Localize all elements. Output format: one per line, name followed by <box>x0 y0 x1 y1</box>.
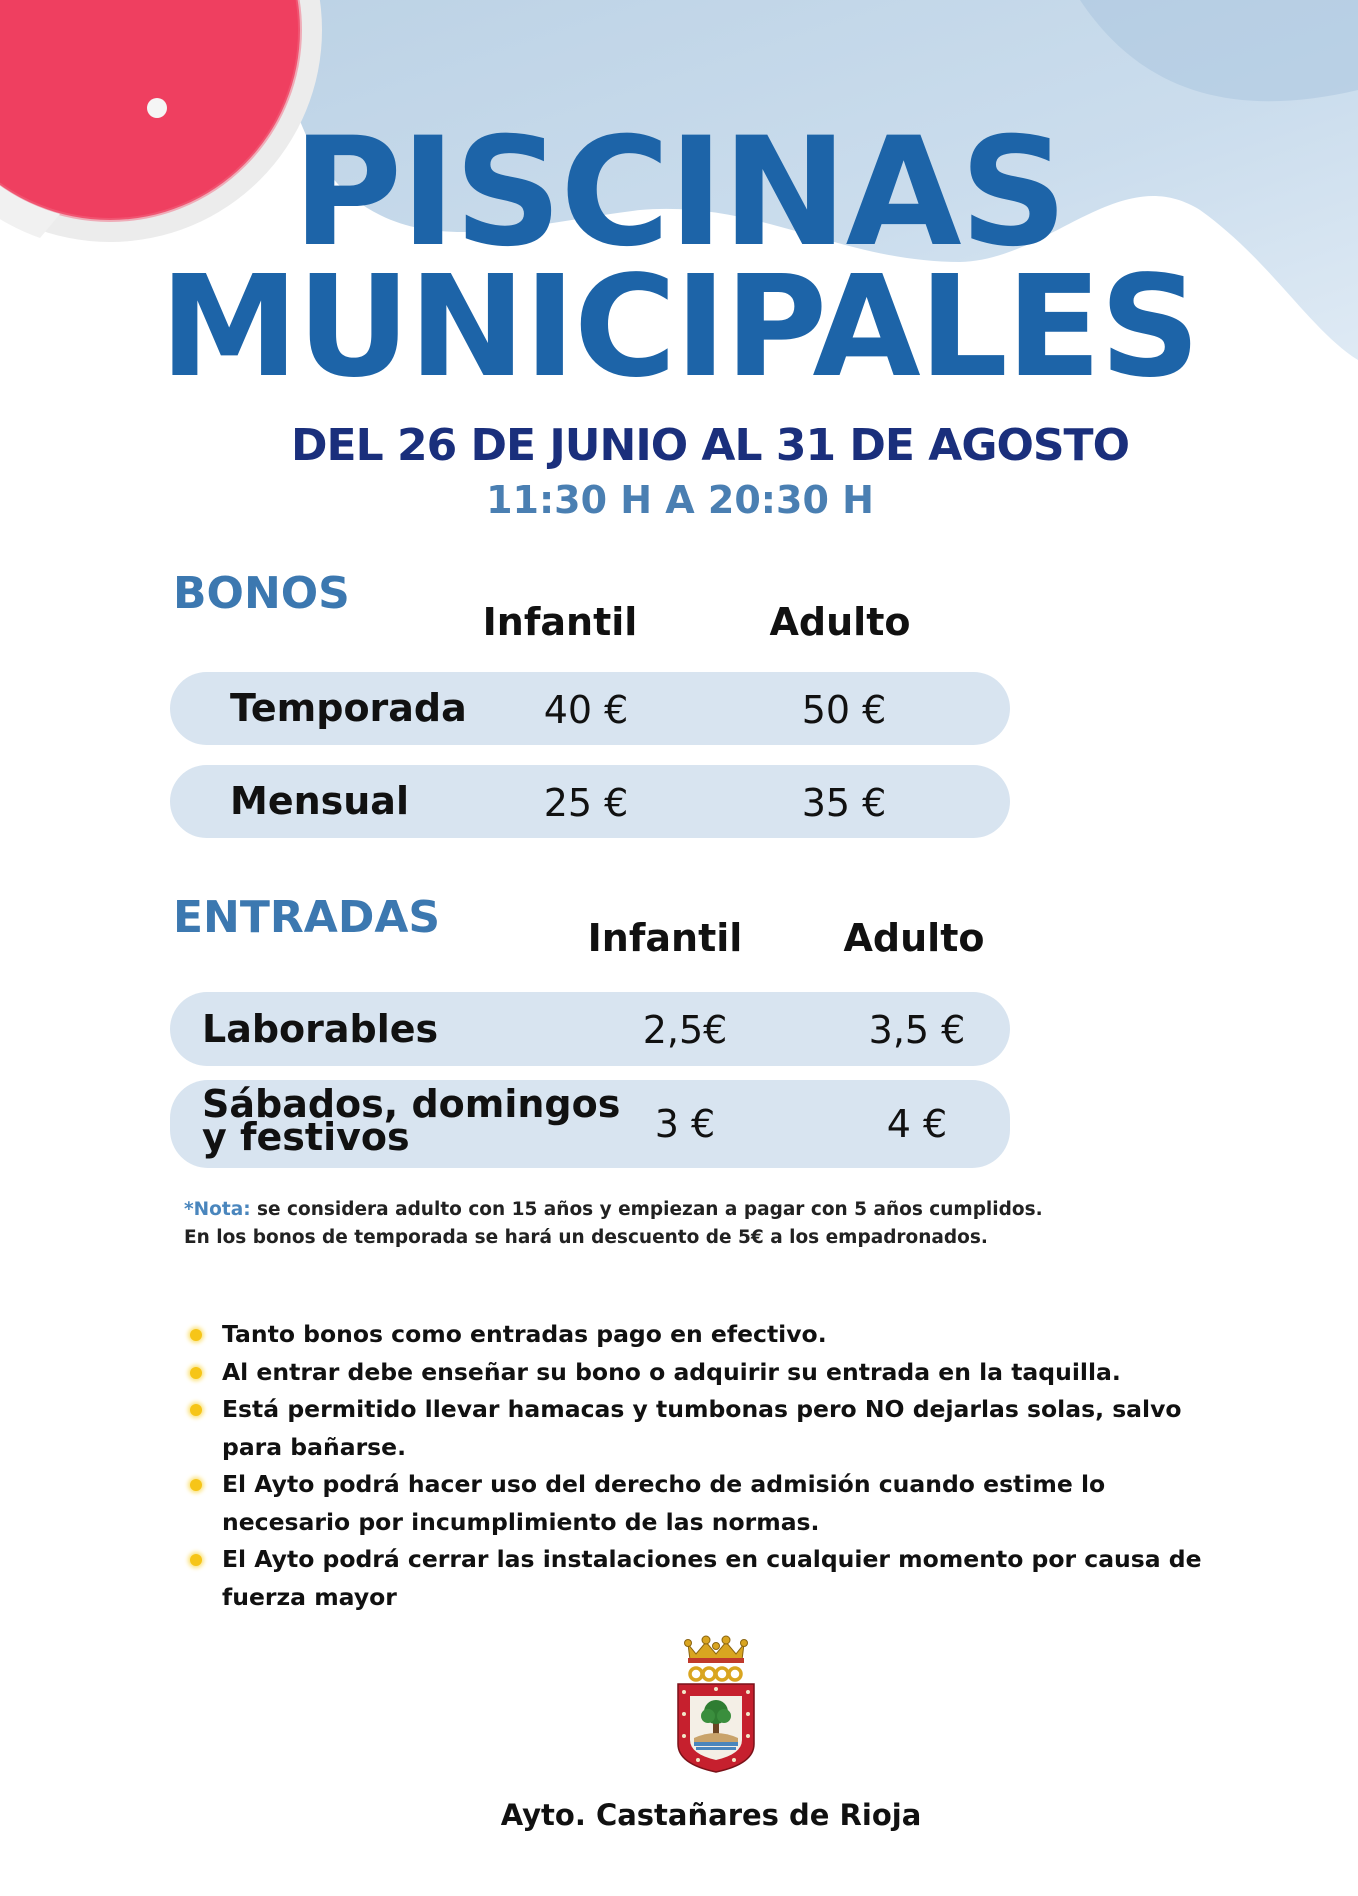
row-label: Laborables <box>202 1007 439 1051</box>
row-label: Mensual <box>230 779 409 823</box>
price-adulto: 50 € <box>801 688 887 732</box>
price-adulto: 3,5 € <box>868 1008 966 1052</box>
list-item <box>190 1316 1220 1354</box>
bonos-col-adulto: Adulto <box>769 600 911 644</box>
rule-text: Está permitido llevar hamacas y tumbonas pero NO dejarlas solas, salvo para bañarse. <box>222 1395 1182 1461</box>
price-infantil: 25 € <box>543 781 629 825</box>
bullet-dot-icon <box>190 1479 202 1491</box>
price-infantil: 2,5€ <box>642 1008 728 1052</box>
bonos-heading: BONOS <box>173 568 350 619</box>
note-key: *Nota: <box>184 1199 251 1220</box>
rule-text: El Ayto podrá cerrar las instalaciones en cualquier momento por causa de fuerza mayor <box>222 1545 1202 1611</box>
rules-list <box>190 1316 1220 1616</box>
entradas-col-infantil: Infantil <box>587 916 743 960</box>
rule-text: Tanto bonos como entradas pago en efectivo. <box>222 1320 827 1348</box>
list-item <box>190 1541 1220 1616</box>
entradas-row-laborables <box>170 992 1010 1066</box>
price-adulto: 4 € <box>886 1102 948 1146</box>
bonos-row-temporada <box>170 672 1010 745</box>
bonos-row-mensual <box>170 765 1010 838</box>
rule-text: El Ayto podrá hacer uso del derecho de admisión cuando estime lo necesario por incumplimiento de las normas. <box>222 1470 1106 1536</box>
season-dates: DEL 26 DE JUNIO AL 31 DE AGOSTO <box>291 420 1129 471</box>
row-label-line2: y festivos <box>202 1115 410 1159</box>
rule-text: Al entrar debe enseñar su bono o adquirir su entrada en la taquilla. <box>222 1357 1121 1386</box>
list-item <box>190 1391 1220 1466</box>
note-line1: se considera adulto con 15 años y empiezan a pagar con 5 años cumplidos. <box>257 1199 1043 1220</box>
row-label-line1: Sábados, domingos <box>202 1082 621 1126</box>
bullet-dot-icon <box>190 1404 202 1416</box>
page-title-line2: MUNICIPALES <box>159 246 1199 409</box>
pricing-note <box>184 1196 1043 1252</box>
entradas-col-adulto: Adulto <box>843 916 985 960</box>
opening-hours: 11:30 H A 20:30 H <box>486 478 874 522</box>
entradas-heading: ENTRADAS <box>173 892 441 943</box>
price-infantil: 3 € <box>654 1102 716 1146</box>
note-line2: En los bonos de temporada se hará un descuento de 5€ a los empadronados. <box>184 1227 988 1248</box>
price-adulto: 35 € <box>801 781 887 825</box>
price-infantil: 40 € <box>543 688 629 732</box>
page-title-line1: PISCINAS <box>292 106 1066 280</box>
coat-of-arms-icon <box>666 1634 766 1774</box>
row-label <box>202 1082 621 1159</box>
bonos-col-infantil: Infantil <box>482 600 638 644</box>
list-item <box>190 1354 1220 1392</box>
row-label: Temporada <box>230 686 467 730</box>
bullet-dot-icon <box>190 1554 202 1566</box>
bullet-dot-icon <box>190 1367 202 1379</box>
bullet-dot-icon <box>190 1329 202 1341</box>
entradas-row-festivos <box>170 1080 1010 1168</box>
list-item <box>190 1466 1220 1541</box>
municipality-name: Ayto. Castañares de Rioja <box>500 1798 922 1832</box>
